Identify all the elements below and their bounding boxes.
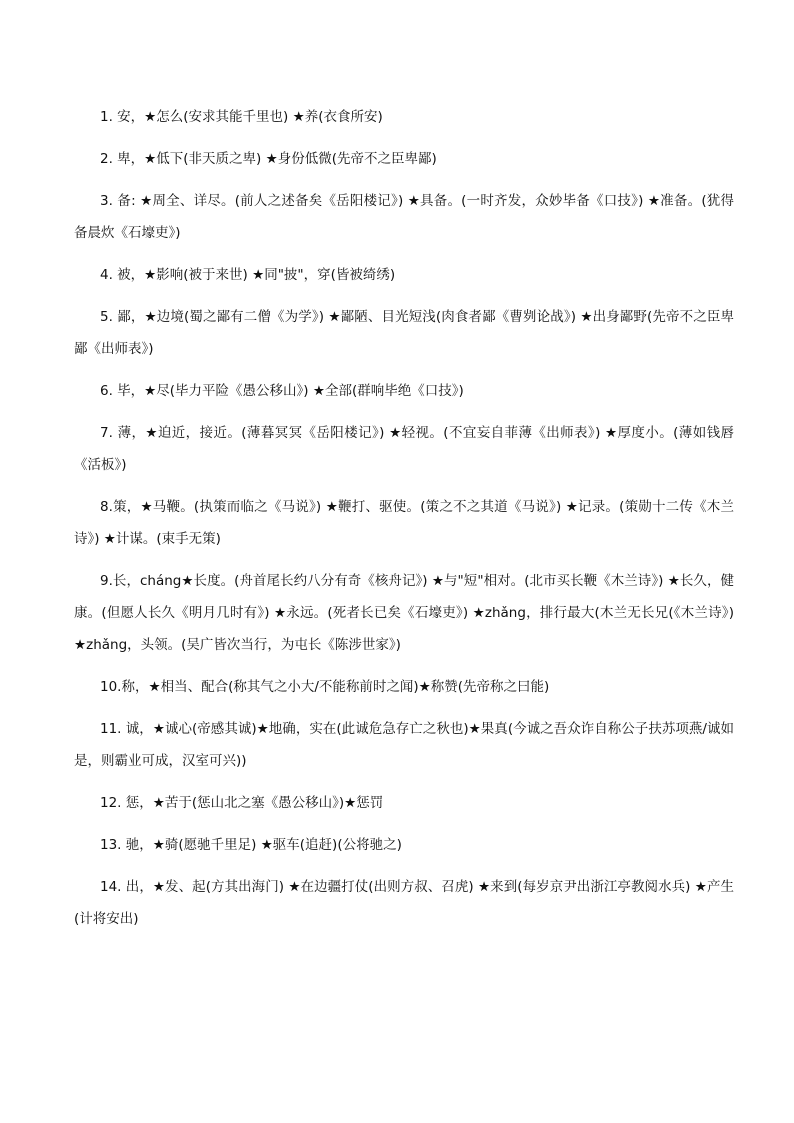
list-item: 1. 安，★怎么(安求其能千里也) ★养(衣食所安)	[100, 109, 383, 125]
list-item: 11. 诚，★诚心(帝感其诚)★地确，实在(此诚危急存亡之秋也)★果真(今诚之吾众诈自称公子扶苏项燕/诚如是，则霸业可成，汉室可兴))	[74, 721, 734, 769]
list-item: 2. 卑，★低下(非天质之卑) ★身份低微(先帝不之臣卑鄙)	[100, 151, 437, 167]
list-item: 5. 鄙，★边境(蜀之鄙有二僧《为学》) ★鄙陋、目光短浅(肉食者鄙《曹刿论战》) ★出身鄙野(先帝不之臣卑鄙《出师表》)	[74, 309, 734, 357]
list-item: 7. 薄，★迫近，接近。(薄暮冥冥《岳阳楼记》) ★轻视。(不宜妄自菲薄《出师表》) ★厚度小。(薄如钱唇《活板》)	[74, 425, 734, 473]
list-item: 4. 被，★影响(被于来世) ★同"披"，穿(皆被绮绣)	[100, 267, 396, 283]
list-item: 12. 惩，★苦于(惩山北之塞《愚公移山》)★惩罚	[100, 795, 384, 811]
list-item: 14. 出，★发、起(方其出海门) ★在边疆打仗(出则方叔、召虎) ★来到(每岁京尹出浙江亭教阅水兵) ★产生(计将安出)	[74, 879, 734, 927]
list-item: 9.长，cháng★长度。(舟首尾长约八分有奇《核舟记》) ★与"短"相对。(北市买长鞭《木兰诗》) ★长久，健康。(但愿人长久《明月几时有》) ★永远。(死者长已矣《石壕吏》) ★zhǎng，排行最大(木兰无长兄(《木兰诗》) ★zhǎng，头领。(吴广皆次当行，为屯长《陈涉世家》)	[74, 573, 734, 653]
list-item: 6. 毕，★尽(毕力平险《愚公移山》) ★全部(群响毕绝《口技》)	[100, 383, 464, 399]
list-item: 3. 备: ★周全、详尽。(前人之述备矣《岳阳楼记》) ★具备。(一时齐发，众妙毕备《口技》) ★准备。(犹得备晨炊《石壕吏》)	[74, 193, 734, 241]
list-item: 8.策，★马鞭。(执策而临之《马说》) ★鞭打、驱使。(策之不之其道《马说》) ★记录。(策勋十二传《木兰诗》) ★计谋。(束手无策)	[74, 499, 734, 547]
list-item: 10.称，★相当、配合(称其气之小大/不能称前时之闻)★称赞(先帝称之曰能)	[100, 679, 550, 695]
vocabulary-list	[74, 101, 734, 945]
list-item: 13. 驰，★骑(愿驰千里足) ★驱车(追赶)(公将驰之)	[100, 837, 402, 853]
